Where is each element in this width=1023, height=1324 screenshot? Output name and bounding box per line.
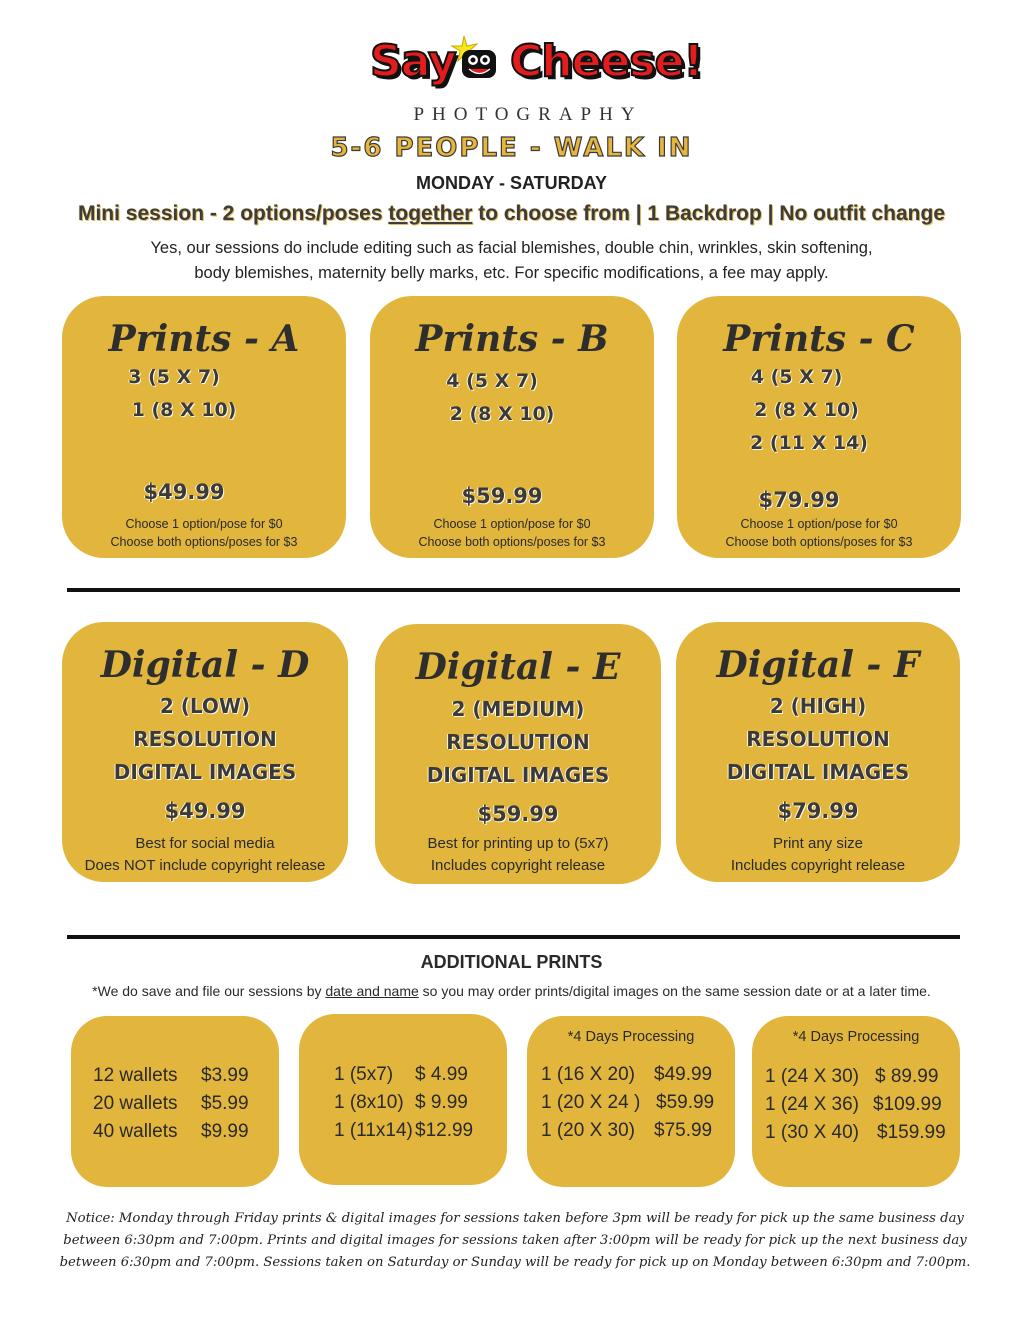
logo-subtitle: PHOTOGRAPHY: [413, 104, 643, 125]
small-prints-price-card: 1 (5x7) $ 4.99 1 (8x10) $ 9.99 1 (11x14) $12.99: [299, 1014, 507, 1185]
page-headline: 5-6 PEOPLE - WALK IN: [330, 133, 693, 163]
xl-prints-price-card: *4 Days Processing 1 (24 X 30) $ 89.99 1 (24 X 36) $109.99 1 (30 X 40) $159.99: [752, 1016, 960, 1187]
section-divider: [67, 935, 960, 939]
additional-prints-title: ADDITIONAL PRINTS: [420, 952, 603, 972]
brand-logo: [360, 28, 703, 128]
large-prints-price-card: *4 Days Processing 1 (16 X 20) $49.99 1 (20 X 24 ) $59.99 1 (20 X 30) $75.99: [527, 1016, 735, 1187]
wallets-price-card: 12 wallets $3.99 20 wallets $5.99 40 wallets $9.99: [71, 1016, 279, 1187]
camera-face-icon: [450, 34, 500, 84]
prints-b-card: Prints - B 4 (5 X 7) 2 (8 X 10) $59.99 Choose 1 option/pose for $0 Choose both options/poses for $3: [370, 296, 654, 558]
digital-d-card: Digital - D 2 (LOW) RESOLUTION DIGITAL IMAGES $49.99 Best for social media Does NOT include copyright release: [62, 622, 348, 882]
digital-f-card: Digital - F 2 (HIGH) RESOLUTION DIGITAL IMAGES $79.99 Print any size Includes copyright release: [676, 622, 960, 882]
section-divider: [67, 588, 960, 592]
prints-c-card: Prints - C 4 (5 X 7) 2 (8 X 10) 2 (11 X 14) $79.99 Choose 1 option/pose for $0 Choose both options/poses for $3: [677, 296, 961, 558]
prints-a-card: Prints - A 3 (5 X 7) 1 (8 X 10) $49.99 Choose 1 option/pose for $0 Choose both options/poses for $3: [62, 296, 346, 558]
days-label: MONDAY - SATURDAY: [415, 173, 608, 193]
logo-cheese: Cheese!: [510, 36, 703, 87]
digital-e-card: Digital - E 2 (MEDIUM) RESOLUTION DIGITAL IMAGES $59.99 Best for printing up to (5x7) Includes copyright release: [375, 624, 661, 884]
editing-note: Yes, our sessions do include editing such as facial blemishes, double chin, wrinkles, skin softening, body blemishes, maternity belly marks, etc. For specific modifications, a fee may apply.: [150, 239, 873, 282]
logo-say: Say: [370, 36, 456, 87]
pickup-notice: Notice: Monday through Friday prints & digital images for sessions taken before 3pm will be ready for pick up the same business day between 6:30pm and 7:00pm. Prints and digital images for sessions taken after 3:00pm will be ready for pick up the next business day between 6:30pm and 7:00pm. Sessions taken on Saturday or Sunday will be ready for pick up on Monday between 6:30pm and 7:00pm.: [59, 1211, 971, 1270]
mini-session-line: Mini session - 2 options/poses together to choose from | 1 Backdrop | No outfit change: [77, 202, 945, 225]
additional-prints-note: *We do save and file our sessions by date and name so you may order prints/digital images on the same session date or at a later time.: [92, 983, 931, 999]
